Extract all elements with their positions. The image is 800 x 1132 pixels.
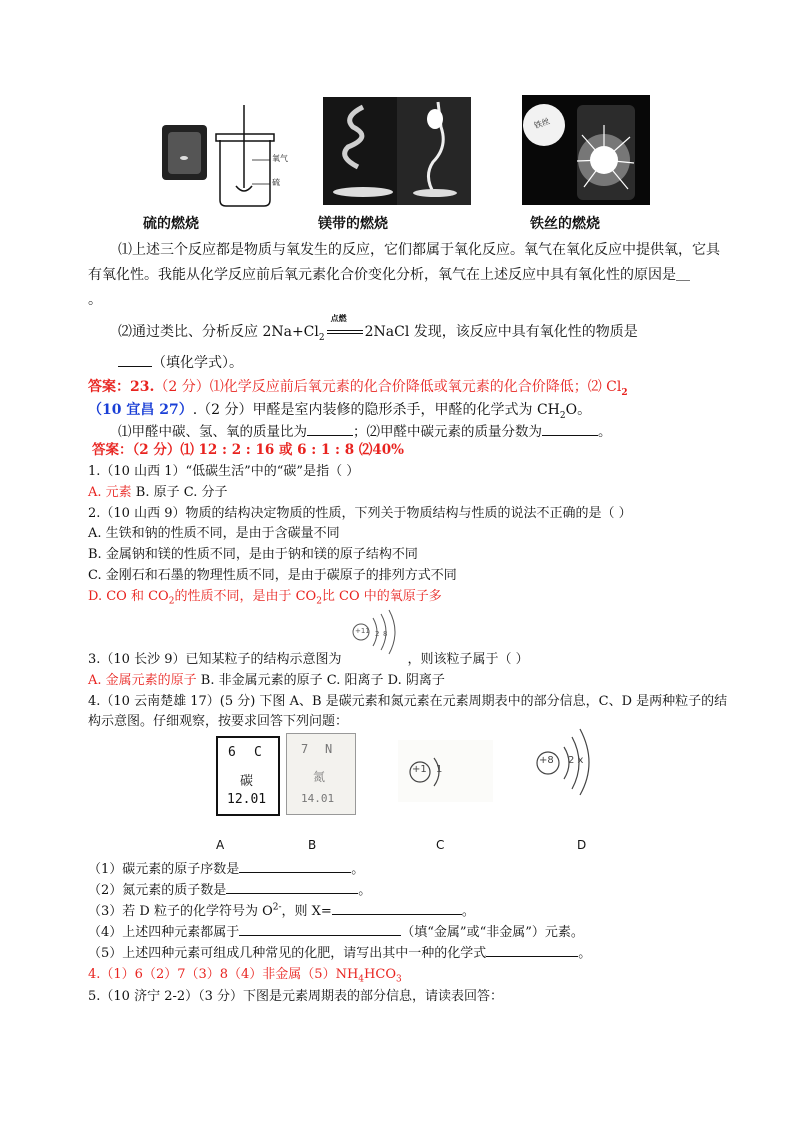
- iron-wire-burning-photo: [522, 95, 650, 205]
- svg-text:8: 8: [383, 630, 388, 638]
- q4-sub5: [88, 942, 591, 961]
- q4-sub5-blank: [486, 944, 578, 957]
- svg-text:2: 2: [375, 630, 380, 638]
- q4-sub1: [88, 858, 364, 877]
- nitrogen-number: 7: [301, 742, 309, 756]
- particle-d-diagram: [520, 725, 610, 800]
- c-nucleus: +1: [412, 764, 427, 775]
- label-c: C: [436, 838, 445, 852]
- q1-stem: 1.（10 山西 1）“低碳生活”中的“碳”是指（ ）: [88, 464, 360, 479]
- d-electrons: 2 x: [568, 755, 584, 766]
- caption-iron: 铁丝的燃烧: [530, 216, 600, 232]
- caption-magnesium: 镁带的燃烧: [318, 216, 388, 232]
- q4-sub1-text: （1）碳元素的原子序数是: [88, 862, 240, 877]
- q4-sub2: [88, 879, 371, 898]
- q27-sub-a: ⑴甲醛中碳、氢、氧的质量比为: [118, 424, 307, 440]
- q23-p2-prefix: ⑵通过类比、分析反应 2Na+Cl: [118, 324, 319, 340]
- q23-answer: [88, 376, 628, 398]
- q27-text-end: O。: [565, 402, 592, 418]
- q27-answer: 答案：（2 分）⑴ 12 : 2 : 16 或 6 : 1 : 8 ⑵40%: [92, 442, 404, 458]
- carbon-name: 碳: [240, 774, 254, 789]
- q4-sub1-blank: [239, 860, 351, 873]
- q4-answer-end: HCO: [364, 967, 396, 982]
- magnesium-burning-photo: [323, 97, 471, 205]
- q4-answer-sub2: 3: [395, 974, 402, 985]
- q2-option-c: C. 金刚石和石墨的物理性质不同，是由于碳原子的排列方式不同: [88, 568, 457, 583]
- q3-stem-b: ，则该粒子属于（ ）: [407, 652, 529, 667]
- caption-sulfur: 硫的燃烧: [143, 216, 199, 232]
- q4-sub3-period: 。: [461, 904, 475, 919]
- q23-p2-line2-text: （填化学式）。: [152, 355, 243, 371]
- q23-answer-label: 答案：23.: [88, 379, 155, 395]
- q23-p2-line1: [118, 313, 638, 343]
- q27-subquestions: [118, 420, 612, 440]
- q4-sub1-period: 。: [351, 862, 365, 877]
- q27-sub-b: ；⑵甲醛中碳元素的质量分数为: [353, 424, 542, 440]
- q5-stem: 5.（10 济宁 2-2）（3 分）下图是元素周期表的部分信息，请读表回答：: [88, 989, 504, 1004]
- q23-p1-line3: 。: [88, 292, 102, 308]
- q3-nucleus-label: +11: [355, 627, 370, 635]
- q3-stem-a: 3.（10 长沙 9）已知某粒子的结构示意图为: [88, 652, 342, 667]
- iron-inset-label: 铁丝: [532, 116, 552, 131]
- q2-option-a: A. 生铁和钠的性质不同，是由于含碳量不同: [88, 526, 340, 541]
- q23-p2-blank: [118, 354, 152, 367]
- q3-stem: [88, 648, 529, 667]
- carbon-symbol: C: [254, 745, 262, 760]
- q4-sub2-period: 。: [358, 883, 372, 898]
- c-electrons: 1: [436, 764, 443, 775]
- q3-options-rest: B. 非金属元素的原子 C. 阳离子 D. 阴离子: [200, 673, 445, 688]
- q27-sub: 2: [559, 410, 566, 421]
- q4-sub2-text: （2）氮元素的质子数是: [88, 883, 227, 898]
- q2-d-sub2: 2: [316, 596, 322, 607]
- nitrogen-name: 氮: [313, 770, 326, 784]
- carbon-mass: 12.01: [227, 792, 267, 807]
- q3-options: [88, 669, 445, 688]
- q23-p2-suffix: 2NaCl 发现，该反应中具有氧化性的物质是: [364, 324, 638, 340]
- particle-c-diagram: [398, 740, 493, 802]
- q4-stem-line1: 4.（10 云南楚雄 17）(5 分) 下图 A、B 是碳元素和氮元素在元素周期表中的部分信息，C、D 是两种粒子的结: [88, 694, 728, 709]
- label-d: D: [577, 838, 587, 852]
- q23-answer-sub: 2: [621, 387, 628, 398]
- q27-sub-end: 。: [598, 424, 612, 440]
- q4-answer-sub1: 4: [358, 974, 365, 985]
- q23-p2-sub: 2: [318, 332, 325, 343]
- oxygen-label: 氧气: [272, 154, 288, 163]
- label-b: B: [308, 838, 317, 852]
- q1-options: [88, 481, 228, 500]
- sulfur-burning-figure: [160, 100, 290, 210]
- q27-blank-2: [542, 423, 598, 436]
- q4-sub3-text-a: （3）若 D 粒子的化学符号为 O: [88, 904, 273, 919]
- q23-p1-line2: 有氧化性。我能从化学反应前后氧元素化合价变化分析，氧气在上述反应中具有氧化性的原因是＿: [88, 267, 690, 283]
- q4-sub4: [88, 921, 584, 940]
- q1-option-a: A. 元素: [88, 485, 132, 500]
- q2-option-d: [88, 585, 442, 607]
- q4-sub3-text-b: ，则 X=: [281, 904, 332, 919]
- q2-d-sub1: 2: [168, 596, 175, 607]
- q4-answer-text: 4.（1）6（2）7（3）8（4）非金属（5）NH: [88, 967, 359, 982]
- nitrogen-mass: 14.01: [301, 792, 335, 805]
- q4-sub5-period: 。: [578, 946, 592, 961]
- q4-sub2-blank: [226, 881, 358, 894]
- q2-d-part2: 的性质不同，是由于 CO: [174, 589, 317, 604]
- q4-sub3: [88, 900, 475, 919]
- q2-option-b: B. 金属钠和镁的性质不同，是由于钠和镁的原子结构不同: [88, 547, 418, 562]
- q27-blank-1: [307, 423, 353, 436]
- periodic-cell-carbon: [216, 736, 280, 816]
- q27-tag: （10 宜昌 27）: [88, 402, 193, 418]
- sulfur-label: 硫: [272, 178, 280, 187]
- q2-d-part3: 比 CO 中的氧原子多: [321, 589, 442, 604]
- d-nucleus: +8: [539, 755, 554, 766]
- periodic-cell-nitrogen: [286, 733, 356, 815]
- reaction-condition: 点燃: [330, 313, 347, 323]
- q23-answer-text: （2 分）⑴化学反应前后氧元素的化合价降低或氧元素的化合价降低；⑵ Cl: [154, 379, 622, 395]
- q4-sub3-blank: [332, 902, 462, 915]
- q23-p2-line2: [118, 352, 243, 372]
- q27-text: .（2 分）甲醛是室内装修的隐形杀手，甲醛的化学式为 CH: [192, 402, 560, 418]
- q1-options-rest: B. 原子 C. 分子: [135, 485, 228, 500]
- q4-sub3-sup: 2-: [272, 902, 282, 913]
- q2-stem: 2.（10 山西 9）物质的结构决定物质的性质，下列关于物质结构与性质的说法不正确的是（ ）: [88, 506, 632, 521]
- carbon-number: 6: [228, 745, 236, 760]
- q4-sub4-text-b: （填“金属”或“非金属”）元素。: [401, 925, 584, 940]
- nitrogen-symbol: N: [325, 742, 333, 756]
- q4-sub4-blank: [239, 923, 401, 936]
- q4-answer: [88, 963, 402, 985]
- q4-sub5-text: （5）上述四种元素可组成几种常见的化肥，请写出其中一种的化学式: [88, 946, 487, 961]
- q3-option-a: A. 金属元素的原子: [88, 673, 197, 688]
- q27-stem: [88, 399, 591, 421]
- label-a: A: [216, 838, 225, 852]
- q2-d-part1: D. CO 和 CO: [88, 589, 169, 604]
- q23-p1-line1: ⑴上述三个反应都是物质与氧发生的反应，它们都属于氧化反应。氧气在氧化反应中提供氧，它具: [118, 242, 720, 258]
- reaction-arrow: [325, 313, 365, 340]
- q4-sub4-text-a: （4）上述四种元素都属于: [88, 925, 240, 940]
- q4-stem-line2: 构示意图。仔细观察，按要求回答下列问题：: [88, 714, 349, 729]
